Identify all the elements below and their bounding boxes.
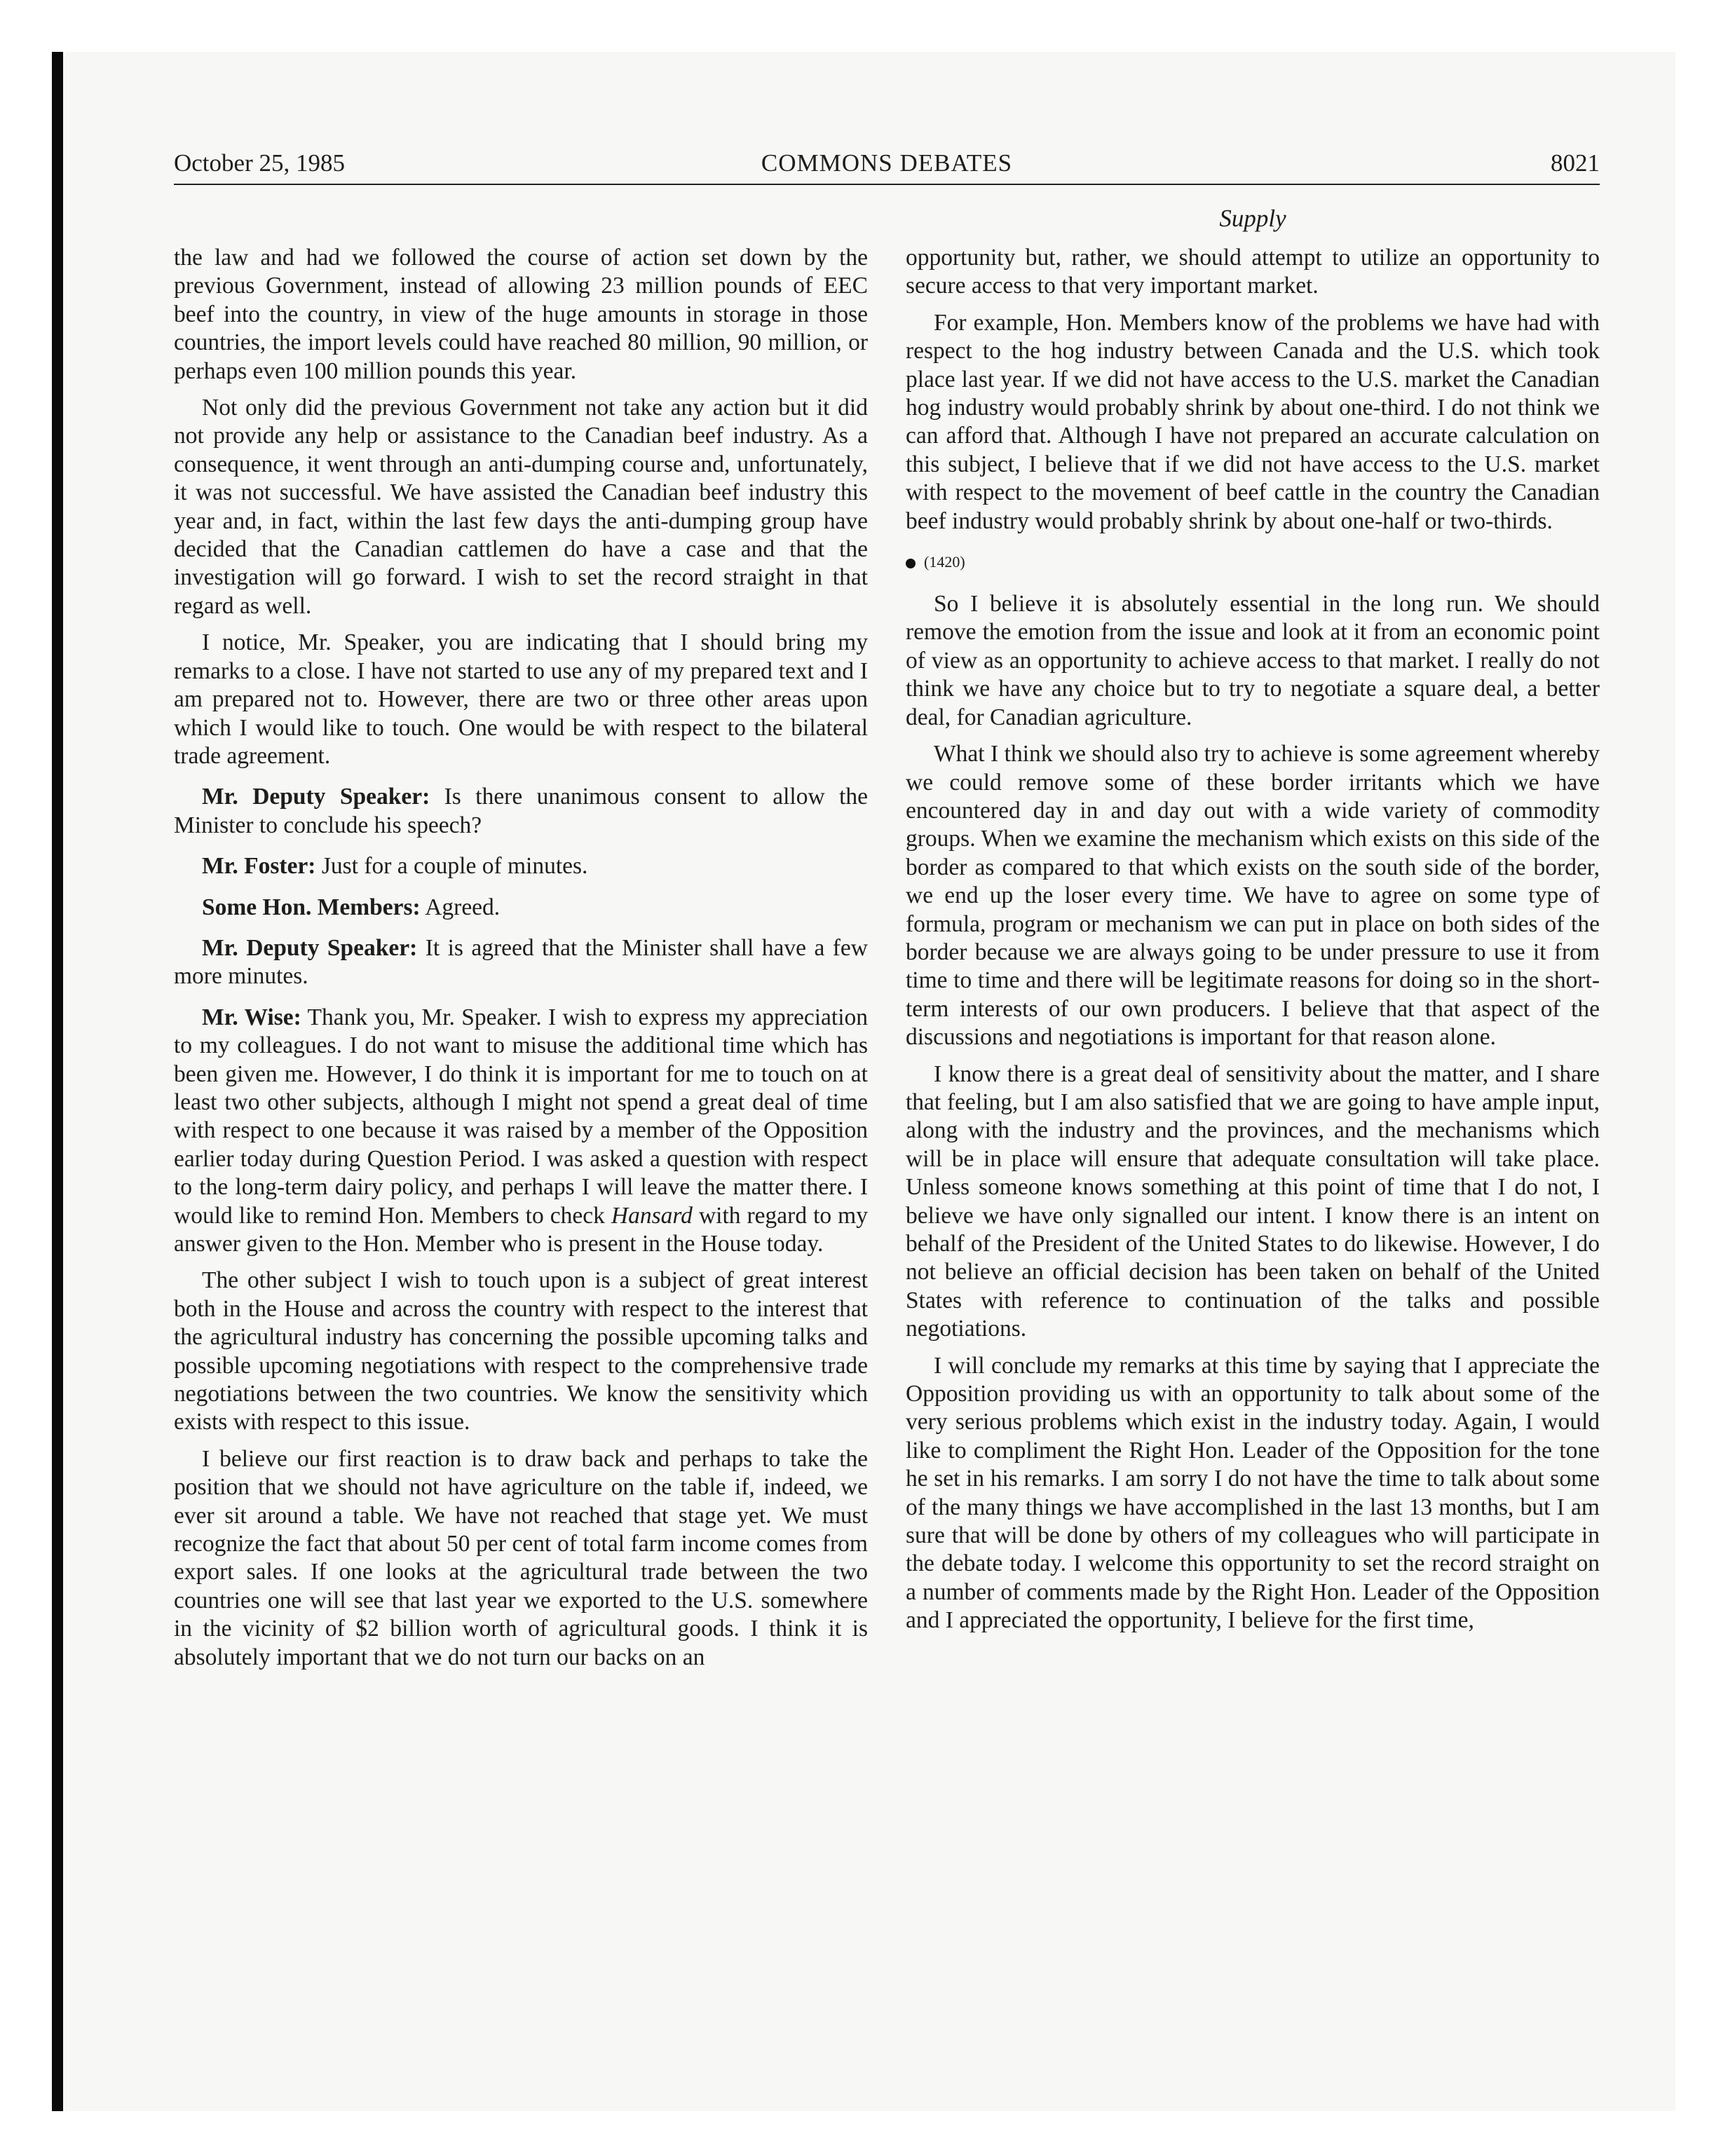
subject-heading: Supply — [1219, 205, 1286, 232]
paragraph: opportunity but, rather, we should attempt to utilize an opportunity to secure access to that very important market. — [906, 245, 1600, 299]
paragraph: For example, Hon. Members know of the problems we have had with respect to the hog industry between Canada and the U.S. which took place last year. If we did not have access to the U.S. market the Canadian hog industry would probably shrink by about one-third. I do not think we can afford that. Although I have not prepared an accurate calculation on this subject, I believe that if we did not have access to the U.S. market with respect to the movement of beef cattle in the country the Canadian beef industry would probably shrink by about one-half or two-thirds. — [906, 309, 1600, 534]
speech-foster — [174, 852, 868, 880]
speech-text: Just for a couple of minutes. — [315, 853, 588, 880]
hansard-title: Hansard — [611, 1202, 693, 1229]
running-head — [174, 147, 1600, 185]
paragraph: I will conclude my remarks at this time by saying that I appreciate the Opposition providing us with an opportunity to talk about some of the very serious problems which exist in the industry today. Again, I would like to compliment the Right Hon. Leader of the Opposition for the tone he set in his remarks. I am sorry I do not have the time to talk about some of the many things we have accomplished in the last 13 months, but I am sure that will be done by others of my colleagues who will participate in the debate today. I welcome this opportunity to set the record straight on a number of comments made by the Right Hon. Leader of the Opposition and I appreciated the opportunity, I believe for the first time, — [906, 1352, 1600, 1634]
bullet-icon — [906, 559, 916, 568]
header-page-number: 8021 — [1551, 149, 1600, 177]
speaker-name: Mr. Wise: — [202, 1004, 301, 1030]
scan-edge — [52, 52, 63, 2111]
speech-deputy-speaker-2 — [174, 934, 868, 991]
time-stamp-label: (1420) — [924, 553, 965, 571]
speaker-name: Mr. Deputy Speaker: — [202, 934, 418, 961]
document-page — [174, 147, 1600, 1970]
header-title: COMMONS DEBATES — [761, 149, 1013, 177]
speech-text: with regard to my answer given to the Hon. Member who is present in the House today. — [174, 1202, 868, 1257]
paragraph: The other subject I wish to touch upon is a subject of great interest both in the House and across the country with respect to the interest that the agricultural industry has concerning the possible upcoming talks and possible upcoming negotiations with respect to the comprehensive trade negotiations between the two countries. We know the sensitivity which exists with respect to this issue. — [174, 1267, 868, 1435]
paragraph: What I think we should also try to achieve is some agreement whereby we could remove some of these border irritants which we have encountered day in and day out with a wide variety of commodity groups. When we examine the mechanism which exists on this side of the border as compared to that which exists on the south side of the border, we end up the loser every time. We have to agree on some type of formula, program or mechanism we can put in place on both sides of the border because we are always going to be under pressure to use it from time to time and there will be legitimate reasons for doing so in the short-term interests of our own producers. I believe that that aspect of the discussions and negotiations is important for that reason alone. — [906, 741, 1600, 1051]
speech-text: It is agreed that the Minister shall have a few more minutes. — [174, 934, 868, 990]
left-column — [174, 244, 868, 1680]
time-stamp — [906, 548, 1600, 576]
speech-deputy-speaker-1 — [174, 783, 868, 840]
speech-wise — [174, 1004, 868, 1259]
paragraph: Not only did the previous Government not take any action but it did not provide any help or assistance to the Canadian beef industry. As a consequence, it went through an anti-dumping course and, unfortunately, it was not successful. We have assisted the Canadian beef industry this year and, in fact, within the last few days the anti-dumping group have decided that the Canadian cattlemen do have a case and that the investigation will go forward. I wish to set the record straight in that regard as well. — [174, 395, 868, 619]
speaker-name: Mr. Deputy Speaker: — [202, 784, 430, 810]
speech-text: Is there unanimous consent to allow the Minister to conclude his speech? — [174, 784, 868, 838]
speech-some-hon-members — [174, 894, 868, 922]
right-column — [906, 244, 1600, 1644]
paragraph: I believe our first reaction is to draw back and perhaps to take the position that we should not have agriculture on the table if, indeed, we ever sit around a table. We have not reached that stage yet. We must recognize the fact that about 50 per cent of total farm income comes from export sales. If one looks at the agricultural trade between the two countries one will see that last year we exported to the U.S. somewhere in the vicinity of $2 billion worth of agricultural goods. I think it is absolutely important that we do not turn our backs on an — [174, 1445, 868, 1670]
header-date: October 25, 1985 — [174, 149, 345, 177]
speech-text: Thank you, Mr. Speaker. I wish to express my appreciation to my colleagues. I do not want to misuse the additional time which has been given me. However, I do think it is important for me to touch on at least two other subjects, although I might not spend a great deal of time with respect to one because it was raised by a member of the Opposition earlier today during Question Period. I was asked a question with respect to the long-term dairy policy, and perhaps I will leave the matter there. I would like to remind Hon. Members to check — [174, 1004, 868, 1229]
paragraph: I know there is a great deal of sensitivity about the matter, and I share that feeling, but I am also satisfied that we are going to have ample input, along with the industry and the provinces, and the mechanisms which will be in place will ensure that adequate consultation will take place. Unless someone knows something at this point of time that I do not, I believe we have only signalled our intent. I know there is an intent on behalf of the President of the United States to do likewise. However, I do not believe an official decision has been taken on behalf of the United States with reference to continuation of the talks and possible negotiations. — [906, 1060, 1600, 1342]
speaker-name: Some Hon. Members: — [202, 894, 421, 920]
paragraph: the law and had we followed the course of action set down by the previous Government, instead of allowing 23 million pounds of EEC beef into the country, in view of the huge amounts in storage in those countries, the import levels could have reached 80 million, 90 million, or perhaps even 100 million pounds this year. — [174, 245, 868, 384]
speech-text: Agreed. — [420, 894, 501, 920]
speaker-name: Mr. Foster: — [202, 853, 316, 880]
paragraph: So I believe it is absolutely essential in the long run. We should remove the emotion from the issue and look at it from an economic point of view as an opportunity to achieve access to that market. I really do not think we have any choice but to try to negotiate a square deal, a better deal, for Canadian agriculture. — [906, 591, 1600, 730]
paragraph: I notice, Mr. Speaker, you are indicating that I should bring my remarks to a close. I have not started to use any of my prepared text and I am prepared not to. However, there are two or three other areas upon which I would like to touch. One would be with respect to the bilateral trade agreement. — [174, 629, 868, 769]
